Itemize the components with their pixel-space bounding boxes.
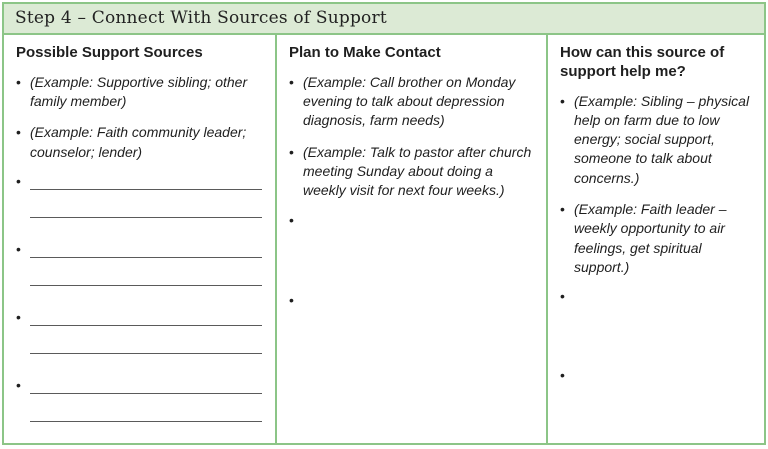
blank-entry-row bbox=[16, 174, 262, 218]
example-item bbox=[560, 200, 754, 277]
bullet-icon: • bbox=[16, 173, 21, 189]
bullet-icon: • bbox=[16, 124, 21, 141]
column-possible-support-sources bbox=[4, 35, 277, 443]
example-text: (Example: Sibling – physical help on farm due to low energy; social support, someone to talk about concerns.) bbox=[574, 92, 750, 186]
blank-entry-bullet: • bbox=[289, 291, 294, 308]
write-in-lines bbox=[30, 174, 262, 218]
bullet-icon: • bbox=[560, 201, 565, 218]
bullet-icon: • bbox=[560, 92, 565, 109]
blank-entry-bullet: • bbox=[289, 211, 294, 228]
table-title: Step 4 – Connect With Sources of Support bbox=[15, 8, 387, 28]
bullet-icon: • bbox=[16, 377, 21, 393]
column-heading: Plan to Make Contact bbox=[289, 44, 441, 61]
bullet-icon: • bbox=[16, 73, 21, 90]
column-plan-to-make-contact bbox=[277, 35, 548, 443]
example-text: (Example: Call brother on Monday evening to talk about depression diagnosis, farm needs) bbox=[303, 73, 516, 129]
column-heading: How can this source of support help me? bbox=[560, 44, 725, 80]
example-text: (Example: Talk to pastor after church meeting Sunday about doing a weekly visit for next four weeks.) bbox=[303, 143, 532, 199]
write-in-line bbox=[30, 190, 262, 218]
write-in-lines bbox=[30, 378, 262, 422]
blank-entry-bullet: • bbox=[560, 288, 565, 305]
bullet-icon: • bbox=[289, 143, 294, 160]
table-body bbox=[4, 35, 764, 443]
write-in-lines bbox=[30, 242, 262, 286]
bullet-icon: • bbox=[16, 241, 21, 257]
bullet-icon: • bbox=[289, 73, 294, 90]
worksheet-table bbox=[2, 2, 766, 445]
write-in-line bbox=[30, 378, 262, 394]
write-in-line bbox=[30, 310, 262, 326]
write-in-line bbox=[30, 394, 262, 422]
blank-entry-row bbox=[16, 378, 262, 422]
table-title-bar bbox=[4, 4, 764, 35]
blank-entry-row bbox=[16, 310, 262, 354]
write-in-line bbox=[30, 174, 262, 190]
example-item bbox=[16, 123, 262, 162]
blank-entry-row bbox=[16, 242, 262, 286]
write-in-lines bbox=[30, 310, 262, 354]
example-item bbox=[289, 143, 533, 201]
write-in-line bbox=[30, 242, 262, 258]
example-item bbox=[560, 92, 754, 189]
write-in-line bbox=[30, 326, 262, 354]
example-item bbox=[16, 73, 262, 112]
example-text: (Example: Faith community leader; counselor; lender) bbox=[30, 124, 247, 160]
example-text: (Example: Supportive sibling; other family member) bbox=[30, 73, 248, 110]
example-item bbox=[289, 73, 533, 131]
column-heading: Possible Support Sources bbox=[16, 44, 203, 61]
write-in-line bbox=[30, 258, 262, 286]
blank-entry-bullet: • bbox=[560, 367, 565, 384]
bullet-icon: • bbox=[16, 309, 21, 325]
column-how-can-source-help bbox=[548, 35, 764, 443]
example-text: (Example: Faith leader – weekly opportunity to air feelings, get spiritual support.) bbox=[574, 201, 727, 275]
